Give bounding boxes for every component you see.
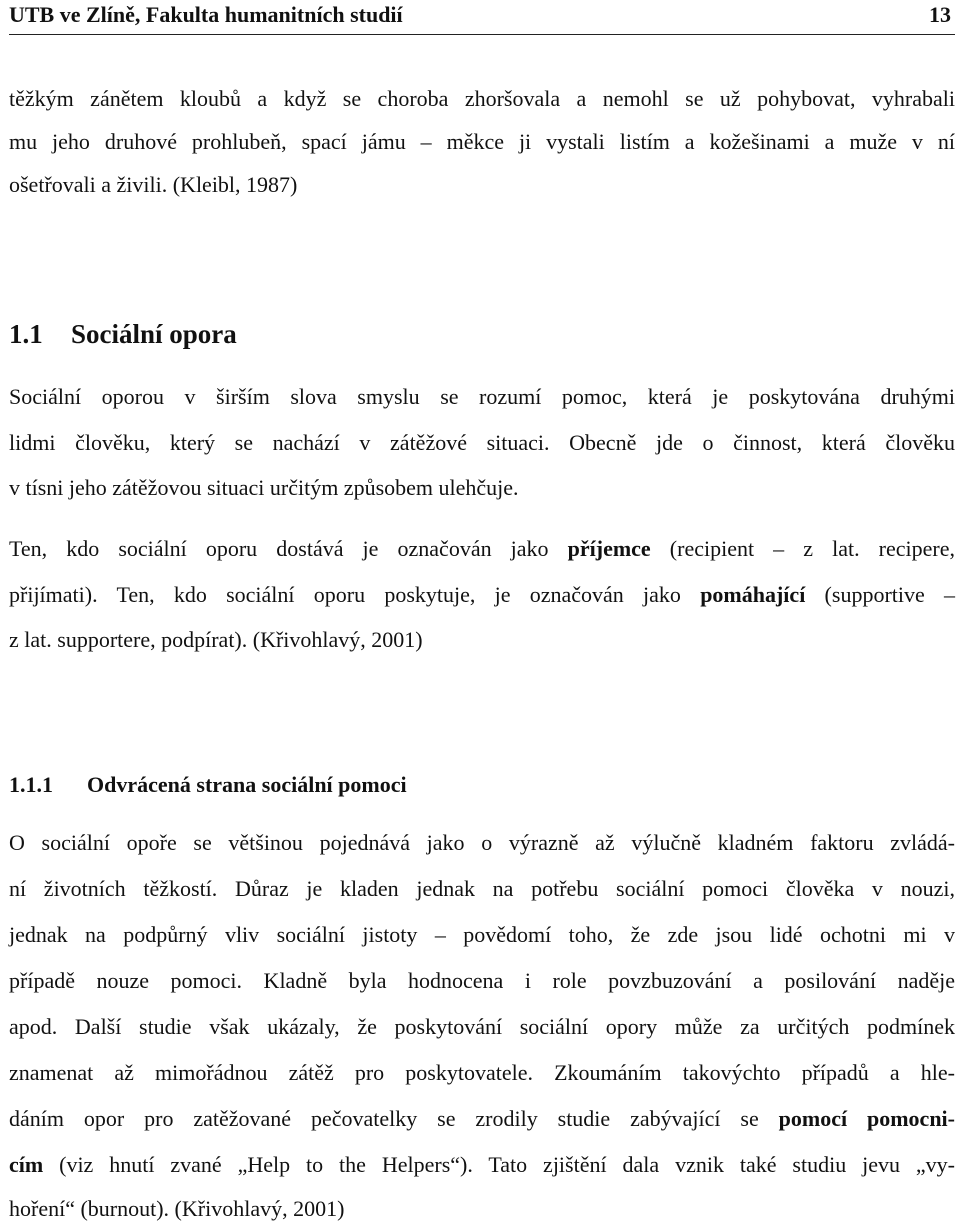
intro-line: těžkým zánětem kloubů a když se choroba zhoršovala a nemohl se už pohybovat, vyhrabali xyxy=(9,86,955,111)
paragraph-line: z lat. supportere, podpírat). (Křivohlavý, 2001) xyxy=(9,627,423,652)
section-title: Sociální opora xyxy=(71,319,237,349)
paragraph-line: znamenat až mimořádnou zátěž pro poskytovatele. Zkoumáním takovýchto případů a hle- xyxy=(9,1060,955,1085)
paragraph-line: jednak na podpůrný vliv sociální jistoty – povědomí toho, že zde jsou lidé ochotni mi v xyxy=(9,922,955,947)
text: (recipient – z lat. recipere, xyxy=(650,536,955,561)
subsection-heading xyxy=(9,772,407,798)
header-title: UTB ve Zlíně, Fakulta humanitních studií xyxy=(9,2,403,27)
subsection-number: 1.1.1 xyxy=(9,772,53,797)
intro-line: mu jeho druhové prohlubeň, spací jámu – měkce ji vystali listím a kožešinami a muže v ní xyxy=(9,129,955,154)
paragraph-line xyxy=(9,536,955,562)
term-recipient: příjemce xyxy=(567,536,651,561)
text: přijímati). Ten, kdo sociální oporu poskytuje, je označován jako xyxy=(9,582,701,607)
term-helping-helpers: cím xyxy=(9,1152,44,1177)
subsection-title: Odvrácená strana sociální pomoci xyxy=(87,772,407,797)
paragraph-line: lidmi člověku, který se nachází v zátěžové situaci. Obecně jde o činnost, která člověku xyxy=(9,430,955,455)
term-supportive: pomáhající xyxy=(700,582,806,607)
paragraph-line: ní životních těžkostí. Důraz je kladen jednak na potřebu sociální pomoci člověka v nouzi, xyxy=(9,876,955,901)
intro-line: ošetřovali a živili. (Kleibl, 1987) xyxy=(9,172,298,197)
paragraph-line xyxy=(9,582,955,608)
running-header xyxy=(9,0,955,35)
paragraph-line: v tísni jeho zátěžovou situaci určitým způsobem ulehčuje. xyxy=(9,475,519,500)
page-number: 13 xyxy=(929,2,951,27)
paragraph-line: O sociální opoře se většinou pojednává jako o výrazně až výlučně kladném faktoru zvládá- xyxy=(9,830,955,855)
section-heading xyxy=(9,318,237,350)
section-number: 1.1 xyxy=(9,319,43,349)
paragraph-line: apod. Další studie však ukázaly, že poskytování sociální opory může za určitých podmínek xyxy=(9,1014,955,1039)
term-helping-helpers: pomocí pomocni- xyxy=(778,1106,955,1131)
paragraph-line xyxy=(9,1106,955,1132)
text: dáním opor pro zatěžované pečovatelky se zrodily studie zabývající se xyxy=(9,1106,779,1131)
paragraph-line: případě nouze pomoci. Kladně byla hodnocena i role povzbuzování a posilování naděje xyxy=(9,968,955,993)
text: (supportive – xyxy=(805,582,956,607)
text: (viz hnutí zvané „Help to the Helpers“). Tato zjištění dala vznik také studiu jevu „vy- xyxy=(43,1152,955,1177)
paragraph-line: Sociální oporou v širším slova smyslu se rozumí pomoc, která je poskytována druhými xyxy=(9,384,955,409)
paragraph-line xyxy=(9,1152,955,1178)
paragraph-line: hoření“ (burnout). (Křivohlavý, 2001) xyxy=(9,1196,345,1221)
text: Ten, kdo sociální oporu dostává je označován jako xyxy=(9,536,568,561)
